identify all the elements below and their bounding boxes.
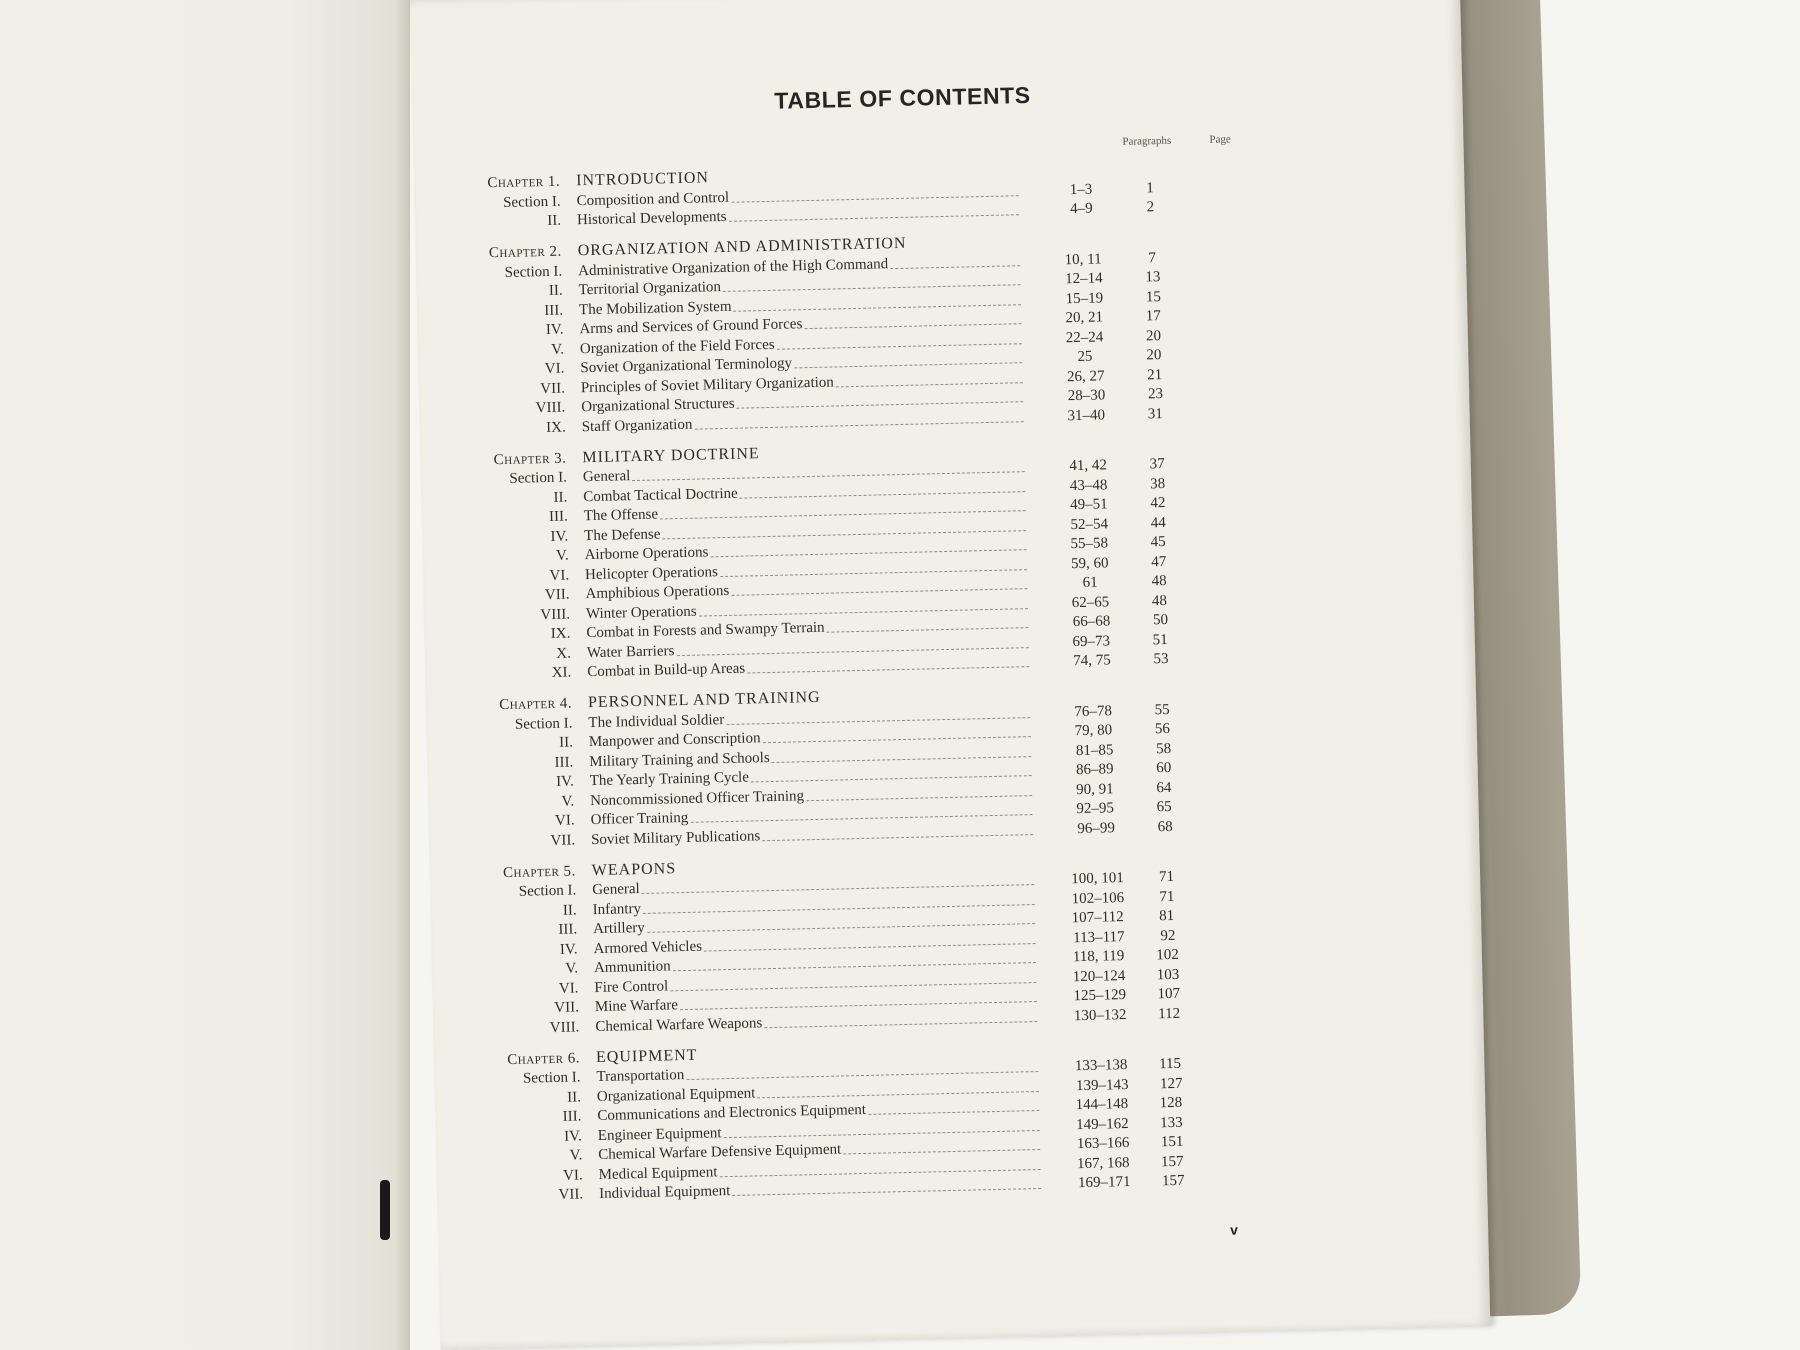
section-page: 103 (1156, 966, 1180, 983)
dot-leader (836, 382, 1023, 387)
section-paragraphs: 61 (1082, 574, 1098, 591)
section-paragraphs: 100, 101 (1071, 870, 1125, 888)
section-page: 64 (1156, 779, 1172, 796)
section-paragraphs: 86–89 (1075, 761, 1114, 779)
page-number: v (1229, 1221, 1239, 1238)
section-label: V. (565, 960, 579, 977)
section-label: XI. (551, 664, 572, 681)
section-label: IV. (555, 773, 574, 790)
section-title: Manpower and Conscription (588, 730, 761, 751)
page-title: TABLE OF CONTENTS (774, 81, 1031, 114)
section-title: Composition and Control (576, 189, 730, 209)
section-title: Mine Warfare (594, 997, 679, 1016)
section-paragraphs: 4–9 (1070, 200, 1093, 218)
toc-chapter (414, 149, 1415, 233)
section-title: General (582, 468, 631, 486)
section-label: IX. (545, 419, 566, 436)
section-paragraphs: 144–148 (1075, 1095, 1129, 1114)
section-title: Artillery (592, 919, 645, 938)
section-title: The Yearly Training Cycle (589, 769, 750, 790)
section-paragraphs: 113–117 (1073, 928, 1125, 946)
section-title: Arms and Services of Ground Forces (579, 316, 803, 338)
section-page: 65 (1156, 798, 1172, 816)
section-paragraphs: 55–58 (1070, 535, 1109, 553)
section-title: Soviet Military Publications (590, 827, 761, 848)
section-label: III. (554, 753, 574, 771)
section-label: Section I. (502, 193, 561, 211)
toc-chapter (434, 1026, 1437, 1207)
section-page: 157 (1161, 1172, 1185, 1190)
section-label: III. (544, 302, 564, 319)
section-title: Combat in Build-up Areas (587, 660, 746, 681)
section-page: 71 (1159, 888, 1175, 905)
section-label: VII. (550, 831, 576, 849)
page-column-header: Page (1209, 133, 1231, 146)
section-paragraphs: 41, 42 (1069, 457, 1108, 475)
section-label: VII. (558, 1186, 584, 1203)
section-title: Amphibious Operations (585, 582, 730, 603)
chapter-label: Chapter 5. (502, 862, 576, 881)
section-label: VI. (562, 1166, 583, 1184)
chapter-title: INTRODUCTION (575, 169, 710, 190)
section-paragraphs: 133–138 (1074, 1057, 1128, 1075)
section-page: 58 (1155, 740, 1172, 757)
section-page: 37 (1149, 455, 1165, 473)
section-title: Water Barriers (586, 642, 675, 661)
section-title: Territorial Organization (578, 279, 722, 299)
section-page: 17 (1145, 308, 1161, 325)
section-page: 45 (1150, 533, 1166, 551)
paragraphs-column-header: Paragraphs (1122, 134, 1172, 148)
section-label: Section I. (518, 882, 577, 900)
section-paragraphs: 28–30 (1067, 387, 1106, 405)
section-paragraphs: 22–24 (1065, 328, 1104, 346)
section-paragraphs: 149–162 (1075, 1115, 1129, 1133)
section-title: Communications and Electronics Equipment (597, 1101, 867, 1125)
section-label: IV. (559, 940, 578, 958)
section-label: II. (548, 282, 563, 299)
section-page: 13 (1145, 269, 1161, 286)
section-title: Individual Equipment (598, 1183, 731, 1203)
toc-chapter (430, 839, 1434, 1040)
section-title: Chemical Warfare Weapons (595, 1014, 763, 1035)
section-label: IV. (545, 321, 564, 339)
section-paragraphs: 120–124 (1072, 967, 1126, 985)
section-paragraphs: 15–19 (1065, 289, 1104, 307)
section-paragraphs: 169–171 (1077, 1173, 1131, 1192)
section-paragraphs: 52–54 (1070, 515, 1109, 533)
section-label: Section I. (514, 715, 573, 733)
section-page: 102 (1156, 946, 1179, 964)
section-label: Section I. (509, 469, 568, 487)
section-paragraphs: 1–3 (1069, 181, 1093, 198)
section-label: III. (558, 921, 578, 938)
section-label: VI. (554, 812, 575, 829)
chapter-label: Chapter 3. (493, 450, 567, 468)
section-page: 128 (1159, 1094, 1183, 1112)
section-paragraphs: 43–48 (1069, 476, 1108, 494)
section-page: 115 (1158, 1055, 1182, 1073)
section-label: Section I. (522, 1069, 581, 1087)
section-paragraphs: 96–99 (1077, 819, 1116, 837)
section-label: II. (547, 212, 562, 229)
section-page: 92 (1160, 927, 1176, 944)
section-title: The Offense (583, 506, 659, 525)
section-label: VII. (554, 999, 580, 1016)
toc-chapter (426, 671, 1429, 852)
section-paragraphs: 90, 91 (1076, 780, 1114, 798)
section-title: Combat in Forests and Swampy Terrain (586, 619, 825, 642)
section-paragraphs: 25 (1077, 348, 1093, 365)
section-title: Fire Control (594, 977, 669, 996)
section-page: 23 (1147, 386, 1164, 403)
section-label: III. (562, 1108, 582, 1125)
section-label: II. (558, 734, 574, 751)
section-paragraphs: 102–106 (1071, 889, 1125, 907)
section-paragraphs: 74, 75 (1073, 652, 1111, 670)
section-label: II. (553, 489, 568, 506)
section-paragraphs: 81–85 (1075, 741, 1114, 759)
section-page: 157 (1160, 1153, 1184, 1170)
dot-leader (729, 214, 1019, 222)
section-title: Noncommissioned Officer Training (590, 787, 805, 809)
section-page: 44 (1150, 514, 1166, 531)
section-page: 20 (1145, 327, 1162, 344)
section-label: V. (561, 792, 575, 810)
section-title: The Individual Soldier (588, 711, 725, 731)
section-paragraphs: 125–129 (1073, 987, 1127, 1005)
section-label: VII. (544, 586, 570, 604)
section-label: V. (555, 547, 569, 564)
section-paragraphs: 79, 80 (1074, 722, 1113, 740)
dot-leader (764, 1021, 1037, 1028)
dot-leader (890, 265, 1020, 269)
section-page: 1 (1146, 179, 1154, 196)
chapter-title: EQUIPMENT (595, 1046, 698, 1066)
section-page: 2 (1146, 199, 1155, 216)
dot-leader (747, 666, 1029, 673)
section-label: X. (556, 645, 572, 662)
section-paragraphs: 20, 21 (1065, 309, 1104, 327)
section-page: 47 (1151, 553, 1167, 570)
section-page: 21 (1147, 366, 1163, 383)
dot-leader (843, 1149, 1040, 1154)
section-page: 53 (1153, 650, 1169, 668)
dot-leader (762, 834, 1033, 841)
section-title: Military Training and Schools (589, 749, 770, 770)
chapter-title: MILITARY DOCTRINE (582, 444, 760, 466)
toc-chapter (415, 219, 1419, 439)
section-label: IX. (550, 625, 571, 642)
section-page: 7 (1148, 249, 1157, 266)
section-page: 50 (1152, 611, 1169, 629)
section-label: IV. (563, 1127, 582, 1145)
section-paragraphs: 167, 168 (1076, 1154, 1130, 1172)
section-page: 31 (1147, 405, 1163, 422)
chapter-title: WEAPONS (591, 859, 677, 879)
chapter-title: PERSONNEL AND TRAINING (587, 688, 821, 712)
section-title: Winter Operations (585, 603, 697, 622)
section-title: Helicopter Operations (584, 563, 719, 583)
section-label: VII. (540, 380, 566, 397)
left-page (0, 0, 410, 1350)
section-paragraphs: 130–132 (1073, 1006, 1127, 1024)
section-label: V. (551, 341, 565, 358)
section-paragraphs: 163–166 (1076, 1134, 1130, 1153)
section-page: 81 (1158, 907, 1175, 925)
section-title: Engineer Equipment (597, 1124, 722, 1144)
document-page (410, 0, 1490, 1350)
section-paragraphs: 139–143 (1075, 1076, 1129, 1094)
chapter-label: Chapter 4. (499, 695, 573, 714)
section-page: 56 (1154, 720, 1171, 738)
section-page: 51 (1152, 631, 1168, 648)
section-label: Section I. (504, 263, 563, 281)
section-page: 112 (1157, 1005, 1181, 1022)
section-paragraphs: 118, 119 (1072, 948, 1125, 966)
section-title: Administrative Organization of the High Command (578, 255, 889, 279)
section-label: II. (567, 1088, 582, 1106)
section-page: 133 (1159, 1114, 1183, 1131)
dot-leader (868, 1110, 1039, 1115)
section-label: VI. (558, 979, 579, 997)
section-paragraphs: 62–65 (1071, 593, 1110, 611)
section-title: Medical Equipment (598, 1163, 718, 1183)
section-title: Ammunition (593, 958, 671, 977)
chapter-label: Chapter 1. (487, 173, 561, 192)
section-paragraphs: 66–68 (1072, 613, 1111, 631)
section-paragraphs: 107–112 (1071, 909, 1124, 927)
dot-leader (732, 1188, 1041, 1196)
section-label: II. (562, 901, 577, 919)
section-title: The Mobilization System (578, 298, 732, 318)
section-title: Combat Tactical Doctrine (583, 485, 738, 505)
section-page: 38 (1149, 475, 1166, 492)
section-title: Organization of the Field Forces (579, 336, 775, 357)
section-label: VIII. (549, 1018, 580, 1036)
section-page: 42 (1150, 494, 1166, 512)
section-label: IV. (550, 528, 569, 545)
section-title: Principles of Soviet Military Organization (580, 373, 834, 396)
section-title: Transportation (596, 1067, 685, 1086)
section-paragraphs: 59, 60 (1070, 554, 1109, 572)
section-page: 71 (1158, 868, 1175, 886)
section-page: 151 (1160, 1133, 1184, 1151)
section-title: Infantry (592, 900, 642, 918)
section-page: 68 (1157, 818, 1173, 835)
section-paragraphs: 12–14 (1064, 270, 1103, 288)
chapter-label: Chapter 6. (507, 1049, 581, 1068)
section-page: 127 (1159, 1075, 1183, 1092)
toc-list (414, 149, 1437, 1215)
section-title: General (592, 881, 640, 899)
section-page: 55 (1154, 701, 1170, 718)
section-title: Officer Training (590, 809, 689, 829)
section-title: Staff Organization (581, 416, 693, 435)
section-label: VI. (549, 567, 570, 584)
section-page: 15 (1145, 288, 1162, 305)
section-paragraphs: 31–40 (1067, 406, 1106, 424)
section-paragraphs: 10, 11 (1064, 250, 1102, 268)
section-title: Organizational Structures (581, 395, 735, 416)
chapter-title: ORGANIZATION AND ADMINISTRATION (577, 234, 907, 260)
section-paragraphs: 26, 27 (1066, 367, 1105, 385)
section-title: Historical Developments (576, 208, 727, 229)
section-paragraphs: 76–78 (1074, 702, 1113, 720)
section-page: 107 (1157, 985, 1181, 1003)
dot-leader (694, 421, 1023, 429)
section-paragraphs: 92–95 (1076, 800, 1115, 818)
section-title: Soviet Organizational Terminology (580, 355, 793, 377)
section-label: V. (569, 1147, 583, 1164)
section-title: Organizational Equipment (596, 1084, 756, 1105)
section-title: Chemical Warfare Defensive Equipment (598, 1141, 842, 1164)
section-paragraphs: 49–51 (1069, 496, 1108, 514)
section-page: 60 (1156, 759, 1172, 777)
section-label: VIII. (535, 399, 566, 417)
section-title: The Defense (584, 525, 661, 544)
section-page: 48 (1151, 572, 1167, 590)
chapter-label: Chapter 2. (488, 243, 562, 262)
section-label: VI. (544, 360, 565, 378)
toc-chapter (420, 426, 1425, 685)
section-label: III. (548, 508, 568, 525)
section-label: VIII. (540, 606, 571, 623)
binding-clip (380, 1180, 390, 1240)
section-title: Airborne Operations (584, 544, 709, 564)
section-paragraphs: 69–73 (1072, 632, 1111, 650)
section-title: Armored Vehicles (593, 938, 703, 957)
section-page: 48 (1151, 592, 1168, 609)
section-page: 20 (1146, 347, 1162, 364)
